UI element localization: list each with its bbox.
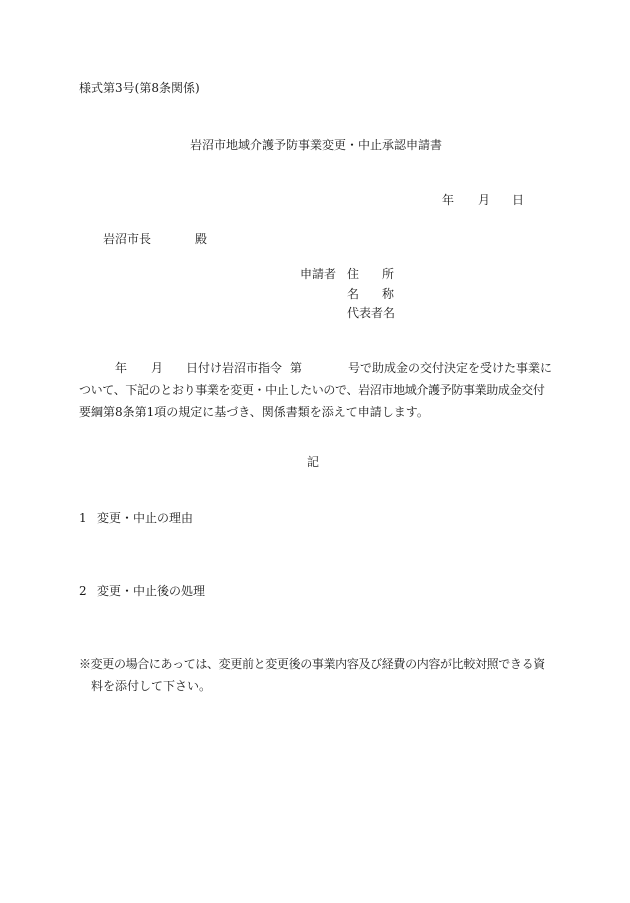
address-label-2: 所	[382, 267, 395, 281]
ki-heading: 記	[307, 455, 320, 469]
item-1-number: 1	[79, 511, 87, 525]
applicant-label: 申請者	[300, 267, 337, 281]
note-line-1: ※変更の場合にあっては、変更前と変更後の事業内容及び経費の内容が比較対照できる資	[79, 657, 545, 671]
addressee-honorific: 殿	[195, 232, 208, 246]
addressee-name: 岩沼市長	[103, 232, 152, 246]
body-year-label: 年	[115, 361, 128, 375]
note-line-2: 料を添付して下さい。	[91, 679, 212, 693]
body-line3: 要綱第8条第1項の規定に基づき、関係書類を添えて申請します。	[79, 405, 429, 419]
body-number-prefix: 第	[290, 361, 303, 375]
date-day-label: 日	[512, 193, 525, 207]
body-line2: ついて、下記のとおり事業を変更・中止したいので、岩沼市地域介護予防事業助成金交付	[79, 383, 545, 397]
body-dated-text: 日付け岩沼市指令	[186, 361, 283, 375]
item-1-text: 変更・中止の理由	[97, 511, 194, 525]
body-month-label: 月	[151, 361, 164, 375]
document-title: 岩沼市地域介護予防事業変更・中止承認申請書	[190, 138, 443, 152]
representative-label: 代表者名	[347, 306, 396, 320]
name-label-2: 称	[382, 287, 395, 301]
item-2-number: 2	[79, 584, 87, 598]
body-line1-rest: 号で助成金の交付決定を受けた事業に	[348, 361, 553, 375]
date-month-label: 月	[478, 193, 491, 207]
form-number: 様式第3号(第8条関係)	[79, 81, 200, 95]
name-label-1: 名	[347, 287, 360, 301]
address-label-1: 住	[347, 267, 360, 281]
item-2-text: 変更・中止後の処理	[97, 584, 206, 598]
date-year-label: 年	[442, 193, 455, 207]
